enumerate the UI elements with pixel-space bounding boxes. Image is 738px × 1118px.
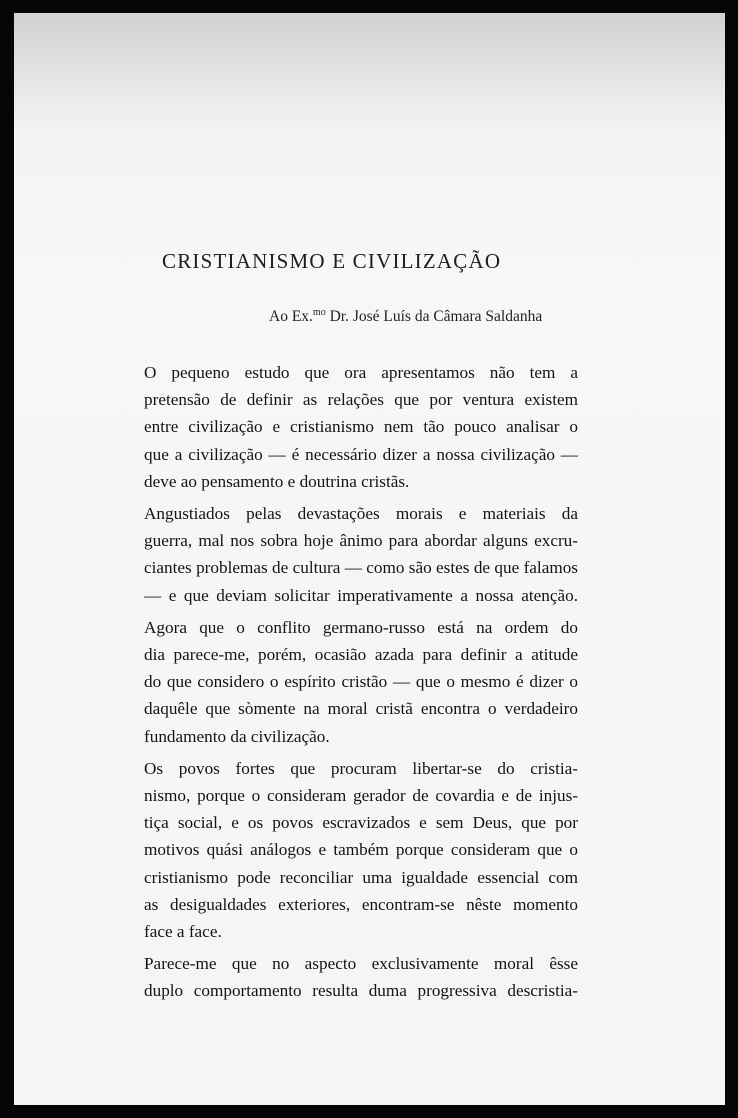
text-line: as desigualdades exteriores, encontram-se nêste momento	[144, 894, 578, 914]
text-line: Agora que o conflito germano-russo está na ordem do	[144, 617, 578, 637]
text-line: Os povos fortes que procuram libertar-se do cristia-	[144, 758, 578, 778]
text-line: fundamento da civilização.	[144, 726, 330, 746]
text-line: guerra, mal nos sobra hoje ânimo para abordar alguns excru-	[144, 531, 578, 551]
text-line: daquêle que sòmente na moral cristã encontra o verdadeiro	[144, 699, 578, 719]
text-line: nismo, porque o consideram gerador de covardia e de injus-	[144, 786, 578, 806]
paragraph-1	[102, 359, 578, 495]
dedication	[269, 307, 589, 326]
text-line: motivos quási análogos e também porque consideram que o	[144, 840, 578, 860]
dedication-name: Dr. José Luís da Câmara Saldanha	[325, 308, 543, 325]
text-line: do que considero o espírito cristão — que o mesmo é dizer o	[144, 672, 578, 692]
text-line: duplo comportamento resulta duma progressiva descristia-	[144, 981, 578, 1001]
chapter-title: CRISTIANISMO E CIVILIZAÇÃO	[162, 249, 502, 273]
text-line: face a face.	[144, 922, 222, 942]
paper-shadow	[14, 13, 725, 133]
paragraph-3	[102, 614, 578, 750]
text-line: dia parece-me, porém, ocasião azada para definir a atitude	[144, 645, 578, 665]
paragraph-4	[102, 755, 578, 945]
book-page	[14, 13, 725, 1105]
text-line: O pequeno estudo que ora apresentamos não tem a	[144, 363, 578, 382]
text-line: ciantes problemas de cultura — como são estes de que falamos	[144, 558, 578, 578]
text-line: deve ao pensamento e doutrina cristãs.	[144, 471, 410, 491]
body-text	[102, 359, 578, 1010]
text-line: pretensão de definir as relações que por ventura existem	[144, 390, 578, 410]
text-line: cristianismo pode reconciliar uma igualdade essencial com	[144, 867, 578, 887]
text-line: Parece-me que no aspecto exclusivamente moral êsse	[144, 954, 578, 974]
paragraph-5	[102, 950, 578, 1004]
dedication-prefix: Ao Ex.	[269, 308, 313, 325]
text-line: tiça social, e os povos escravizados e sem Deus, que por	[144, 813, 578, 833]
dedication-superscript: mo	[312, 307, 326, 318]
text-line: entre civilização e cristianismo nem tão pouco analisar o	[144, 417, 578, 437]
text-line: que a civilização — é necessário dizer a nossa civilização —	[144, 444, 578, 464]
text-line: — e que deviam solicitar imperativamente a nossa atenção.	[144, 585, 578, 605]
text-line: Angustiados pelas devastações morais e materiais da	[144, 504, 578, 524]
paragraph-2	[102, 500, 578, 609]
